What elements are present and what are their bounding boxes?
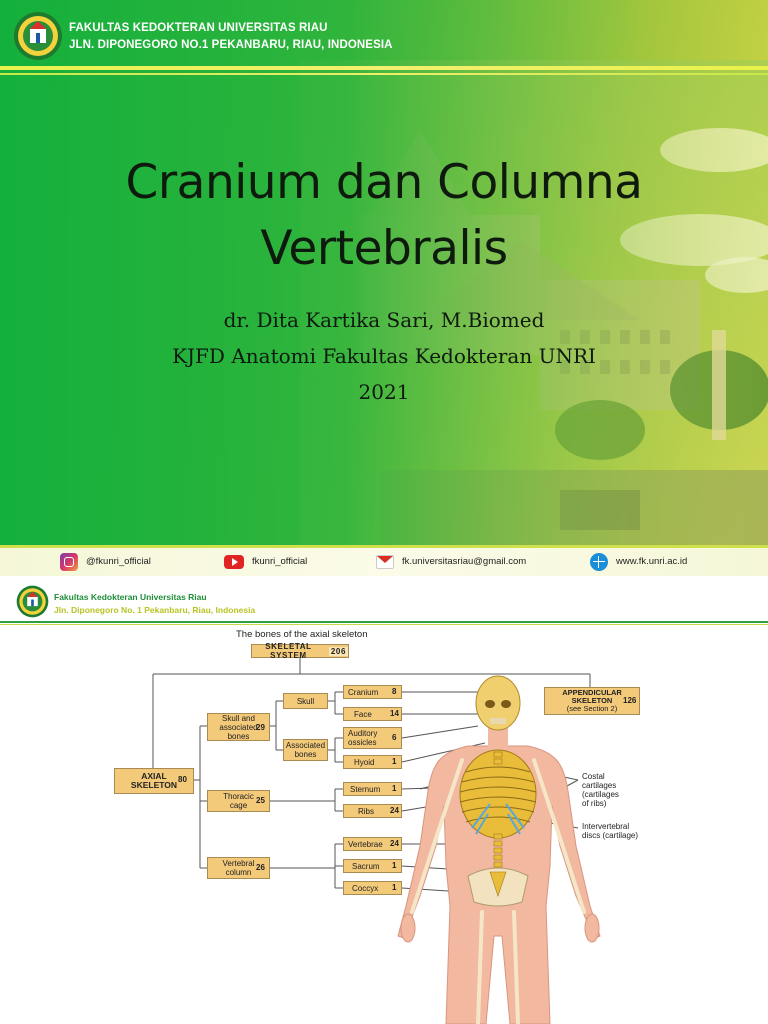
thoracic-count: 25 [256,796,265,805]
email-contact[interactable] [376,553,526,571]
thoracic-label-2: cage [229,801,248,810]
hyoid-count: 1 [392,757,397,766]
costal-cartilages-label [582,772,619,808]
costal-line-3: (cartilages [582,790,619,799]
title-line-1: Cranium dan Columna [125,155,643,210]
instagram-handle: @fkunri_official [86,556,151,567]
university-logo [13,11,63,61]
skeletal-system-box [251,644,349,658]
email-address: fk.universitasriau@gmail.com [402,556,527,567]
youtube-icon [224,555,244,569]
vertebral-count: 26 [256,863,265,872]
instagram-icon [60,553,78,571]
globe-icon [590,553,608,571]
intervertebral-line-1: Intervertebral [582,822,630,831]
skull-box [283,693,328,709]
auditory-count: 6 [392,733,397,742]
institution-header [69,20,393,54]
thoracic-label-1: Thoracic [223,792,254,801]
sternum-label: Sternum [350,784,381,794]
presentation-title [40,150,728,282]
presentation-year: 2021 [358,380,410,404]
vertebrae-label: Vertebrae [348,839,383,849]
presentation-subtitle [40,302,728,410]
skull-group-count: 29 [256,723,265,732]
ribs-label: Ribs [358,806,375,816]
contact-footer [0,545,768,576]
axial-count: 80 [178,775,187,784]
axial-skeleton-slide [0,576,768,1024]
vertebrae-count: 24 [390,839,399,848]
header-divider-thin [0,73,768,75]
associated-label-2: bones [294,750,317,759]
auditory-label-1: Auditory [348,729,378,738]
instagram-contact[interactable] [60,553,151,571]
axial-label-2: SKELETON [130,780,178,790]
axial-skeleton-diagram [0,576,768,1024]
gmail-icon [376,555,394,569]
associated-label-1: Associated [285,741,326,750]
sacrum-label: Sacrum [352,861,380,871]
costal-line-1: Costal [582,772,605,781]
skull-group-label-1: Skull and [222,713,255,723]
skull-group-label-3: bones [227,731,250,741]
sacrum-count: 1 [392,861,397,870]
institution-address: JLN. DIPONEGORO NO.1 PEKANBARU, RIAU, INDONESIA [69,39,393,51]
department-name: KJFD Anatomi Fakultas Kedokteran UNRI [172,344,596,368]
skeletal-system-label: SKELETAL SYSTEM [265,642,312,660]
appendicular-count: 126 [623,696,637,705]
costal-line-4: of ribs) [582,799,607,808]
figure-title: The bones of the axial skeleton [236,629,368,640]
appendicular-label-3: (see Section 2) [566,704,618,713]
slide1-header [0,0,768,68]
ribs-count: 24 [390,806,399,815]
author-name: dr. Dita Kartika Sari, M.Biomed [223,308,545,332]
skeletal-system-count: 206 [330,646,346,656]
hyoid-label: Hyoid [354,757,375,767]
cranium-label: Cranium [348,687,379,697]
axial-label-1: AXIAL [141,771,167,781]
sternum-count: 1 [392,784,397,793]
skull-group-label-2: associated [219,722,258,732]
title-line-2: Vertebralis [260,221,508,276]
costal-line-2: cartilages [582,781,617,790]
skeleton-illustration [398,676,600,1024]
face-count: 14 [390,709,399,718]
institution-name-small: Fakultas Kedokteran Universitas Riau [54,592,207,602]
appendicular-label-2: SKELETON [571,696,613,705]
youtube-contact[interactable] [224,553,307,571]
associated-bones-box [283,739,328,761]
header-divider [0,66,768,70]
vertebral-label-2: column [225,868,252,877]
institution-address-small: Jln. Diponegoro No. 1 Pekanbaru, Riau, Indonesia [54,605,256,615]
coccyx-label: Coccyx [352,883,379,893]
appendicular-label-1: APPENDICULAR [562,688,622,697]
intervertebral-line-2: discs (cartilage) [582,831,639,840]
website-contact[interactable] [590,553,687,571]
website-url: www.fk.unri.ac.id [616,556,688,567]
face-label: Face [354,709,372,719]
skull-label: Skull [296,696,315,706]
youtube-channel: fkunri_official [252,556,308,567]
auditory-label-2: ossicles [348,738,377,747]
institution-name: FAKULTAS KEDOKTERAN UNIVERSITAS RIAU [69,22,328,34]
intervertebral-discs-label [582,822,638,840]
coccyx-count: 1 [392,883,397,892]
cranium-count: 8 [392,687,397,696]
vertebral-label-1: Vertebral [222,859,255,868]
